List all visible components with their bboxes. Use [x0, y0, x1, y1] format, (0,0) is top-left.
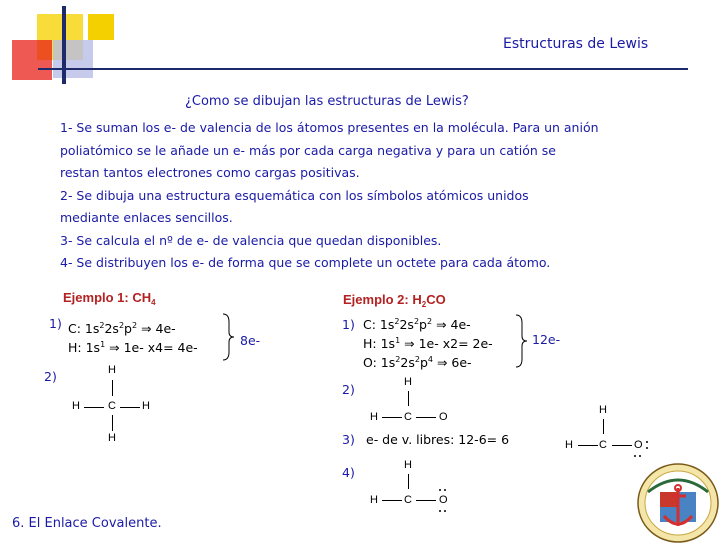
deco-square-blue: [53, 40, 93, 78]
deco-horizontal-line: [38, 68, 688, 70]
deco-square-yellow-small: [88, 14, 114, 40]
h2co-r-atom-h-top: H: [599, 404, 607, 416]
h2co-s4-atom-h-top: H: [404, 459, 412, 471]
h2co-s2-atom-h-top: H: [404, 376, 412, 388]
step-line: poliatómico se le añade un e- más por cada carga negativa y para un catión se: [60, 142, 556, 158]
h2co-r-atom-o: O: [634, 439, 643, 451]
h2co-r-bond-right: [612, 445, 632, 446]
page-title: Estructuras de Lewis: [503, 36, 649, 52]
ch4-atom-h-left: H: [72, 400, 80, 412]
ch4-bond-left: [84, 407, 104, 408]
ch4-bond-right: [120, 407, 140, 408]
h2co-r-bond-top: [603, 419, 604, 434]
steps-list: [60, 117, 720, 275]
ch4-atom-h-bottom: H: [108, 432, 116, 444]
example2-h-config: H: $1s^1$ ⇒ 1e- x2= 2e-: [363, 336, 493, 351]
footer-text: 6. El Enlace Covalente.: [12, 516, 162, 531]
step-line: 3- Se calcula el nº de e- de valencia que quedan disponibles.: [60, 232, 442, 248]
example2-brace: [514, 313, 528, 369]
step-line: 1- Se suman los e- de valencia de los átomos presentes en la molécula. Para un anión: [60, 120, 599, 135]
lone-pair-dot: [646, 441, 648, 443]
section-heading: ¿Como se dibujan las estructuras de Lewis?: [185, 94, 469, 109]
ch4-bond-top: [112, 380, 113, 396]
emblem-anchor-icon: [636, 462, 720, 544]
example2-c-config: C: $1s^22s^2p^2$ ⇒ 4e-: [363, 317, 471, 332]
h2co-s4-atom-o: O: [439, 494, 448, 506]
h2co-s4-bond-left: [382, 500, 402, 501]
lone-pair-dot: [439, 489, 441, 491]
h2co-s2-atom-o: O: [439, 411, 448, 423]
h2co-s2-atom-h-left: H: [370, 411, 378, 423]
h2co-s4-atom-h-left: H: [370, 494, 378, 506]
example2-step2-num: 2): [342, 382, 355, 397]
lone-pair-dot: [444, 489, 446, 491]
example1-h-config: H: $1s^1$ ⇒ 1e- x4= 4e-: [68, 340, 198, 355]
h2co-s2-bond-top: [408, 391, 409, 406]
h2co-r-atom-h-left: H: [565, 439, 573, 451]
example2-step1-num: 1): [342, 317, 355, 332]
ch4-atom-h-right: H: [142, 400, 150, 412]
example1-title: Ejemplo 1: $CH_4$: [63, 290, 156, 307]
h2co-r-bond-left: [578, 445, 598, 446]
deco-square-red: [12, 40, 52, 80]
h2co-r-atom-c: C: [599, 439, 607, 451]
example1-step2-num: 2): [44, 369, 57, 384]
deco-vertical-line: [62, 6, 66, 84]
example2-total: 12e-: [532, 332, 561, 347]
example1-total: 8e-: [240, 333, 261, 348]
ch4-bond-bottom: [112, 415, 113, 431]
h2co-s4-bond-right: [416, 500, 436, 501]
h2co-s2-atom-c: C: [404, 411, 412, 423]
step-line: restan tantos electrones como cargas positivas.: [60, 165, 360, 180]
example2-step4-num: 4): [342, 465, 355, 480]
h2co-s2-bond-left: [382, 417, 402, 418]
h2co-s4-atom-c: C: [404, 494, 412, 506]
example2-free-electrons: e- de v. libres: 12-6= 6: [366, 432, 510, 447]
step-line: 2- Se dibuja una estructura esquemática con los símbolos atómicos unidos: [60, 187, 529, 203]
h2co-s2-bond-right: [416, 417, 436, 418]
step-line: 4- Se distribuyen los e- de forma que se complete un octete para cada átomo.: [60, 255, 551, 270]
ch4-atom-h-top: H: [108, 364, 116, 376]
ch4-atom-c: C: [108, 400, 116, 412]
lone-pair-dot: [439, 510, 441, 512]
lone-pair-dot: [634, 455, 636, 457]
example2-step3-num: 3): [342, 432, 355, 447]
lone-pair-dot: [444, 510, 446, 512]
example1-step1-num: 1): [49, 316, 62, 331]
step-line: mediante enlaces sencillos.: [60, 210, 233, 225]
lone-pair-dot: [639, 455, 641, 457]
example2-title: Ejemplo 2: $H_2CO$: [343, 292, 446, 309]
lone-pair-dot: [646, 447, 648, 449]
example1-brace: [221, 312, 235, 362]
example2-o-config: O: $1s^22s^2p^4$ ⇒ 6e-: [363, 355, 472, 370]
example1-c-config: C: $1s^22s^2p^2$ ⇒ 4e-: [68, 321, 176, 336]
h2co-s4-bond-top: [408, 474, 409, 489]
